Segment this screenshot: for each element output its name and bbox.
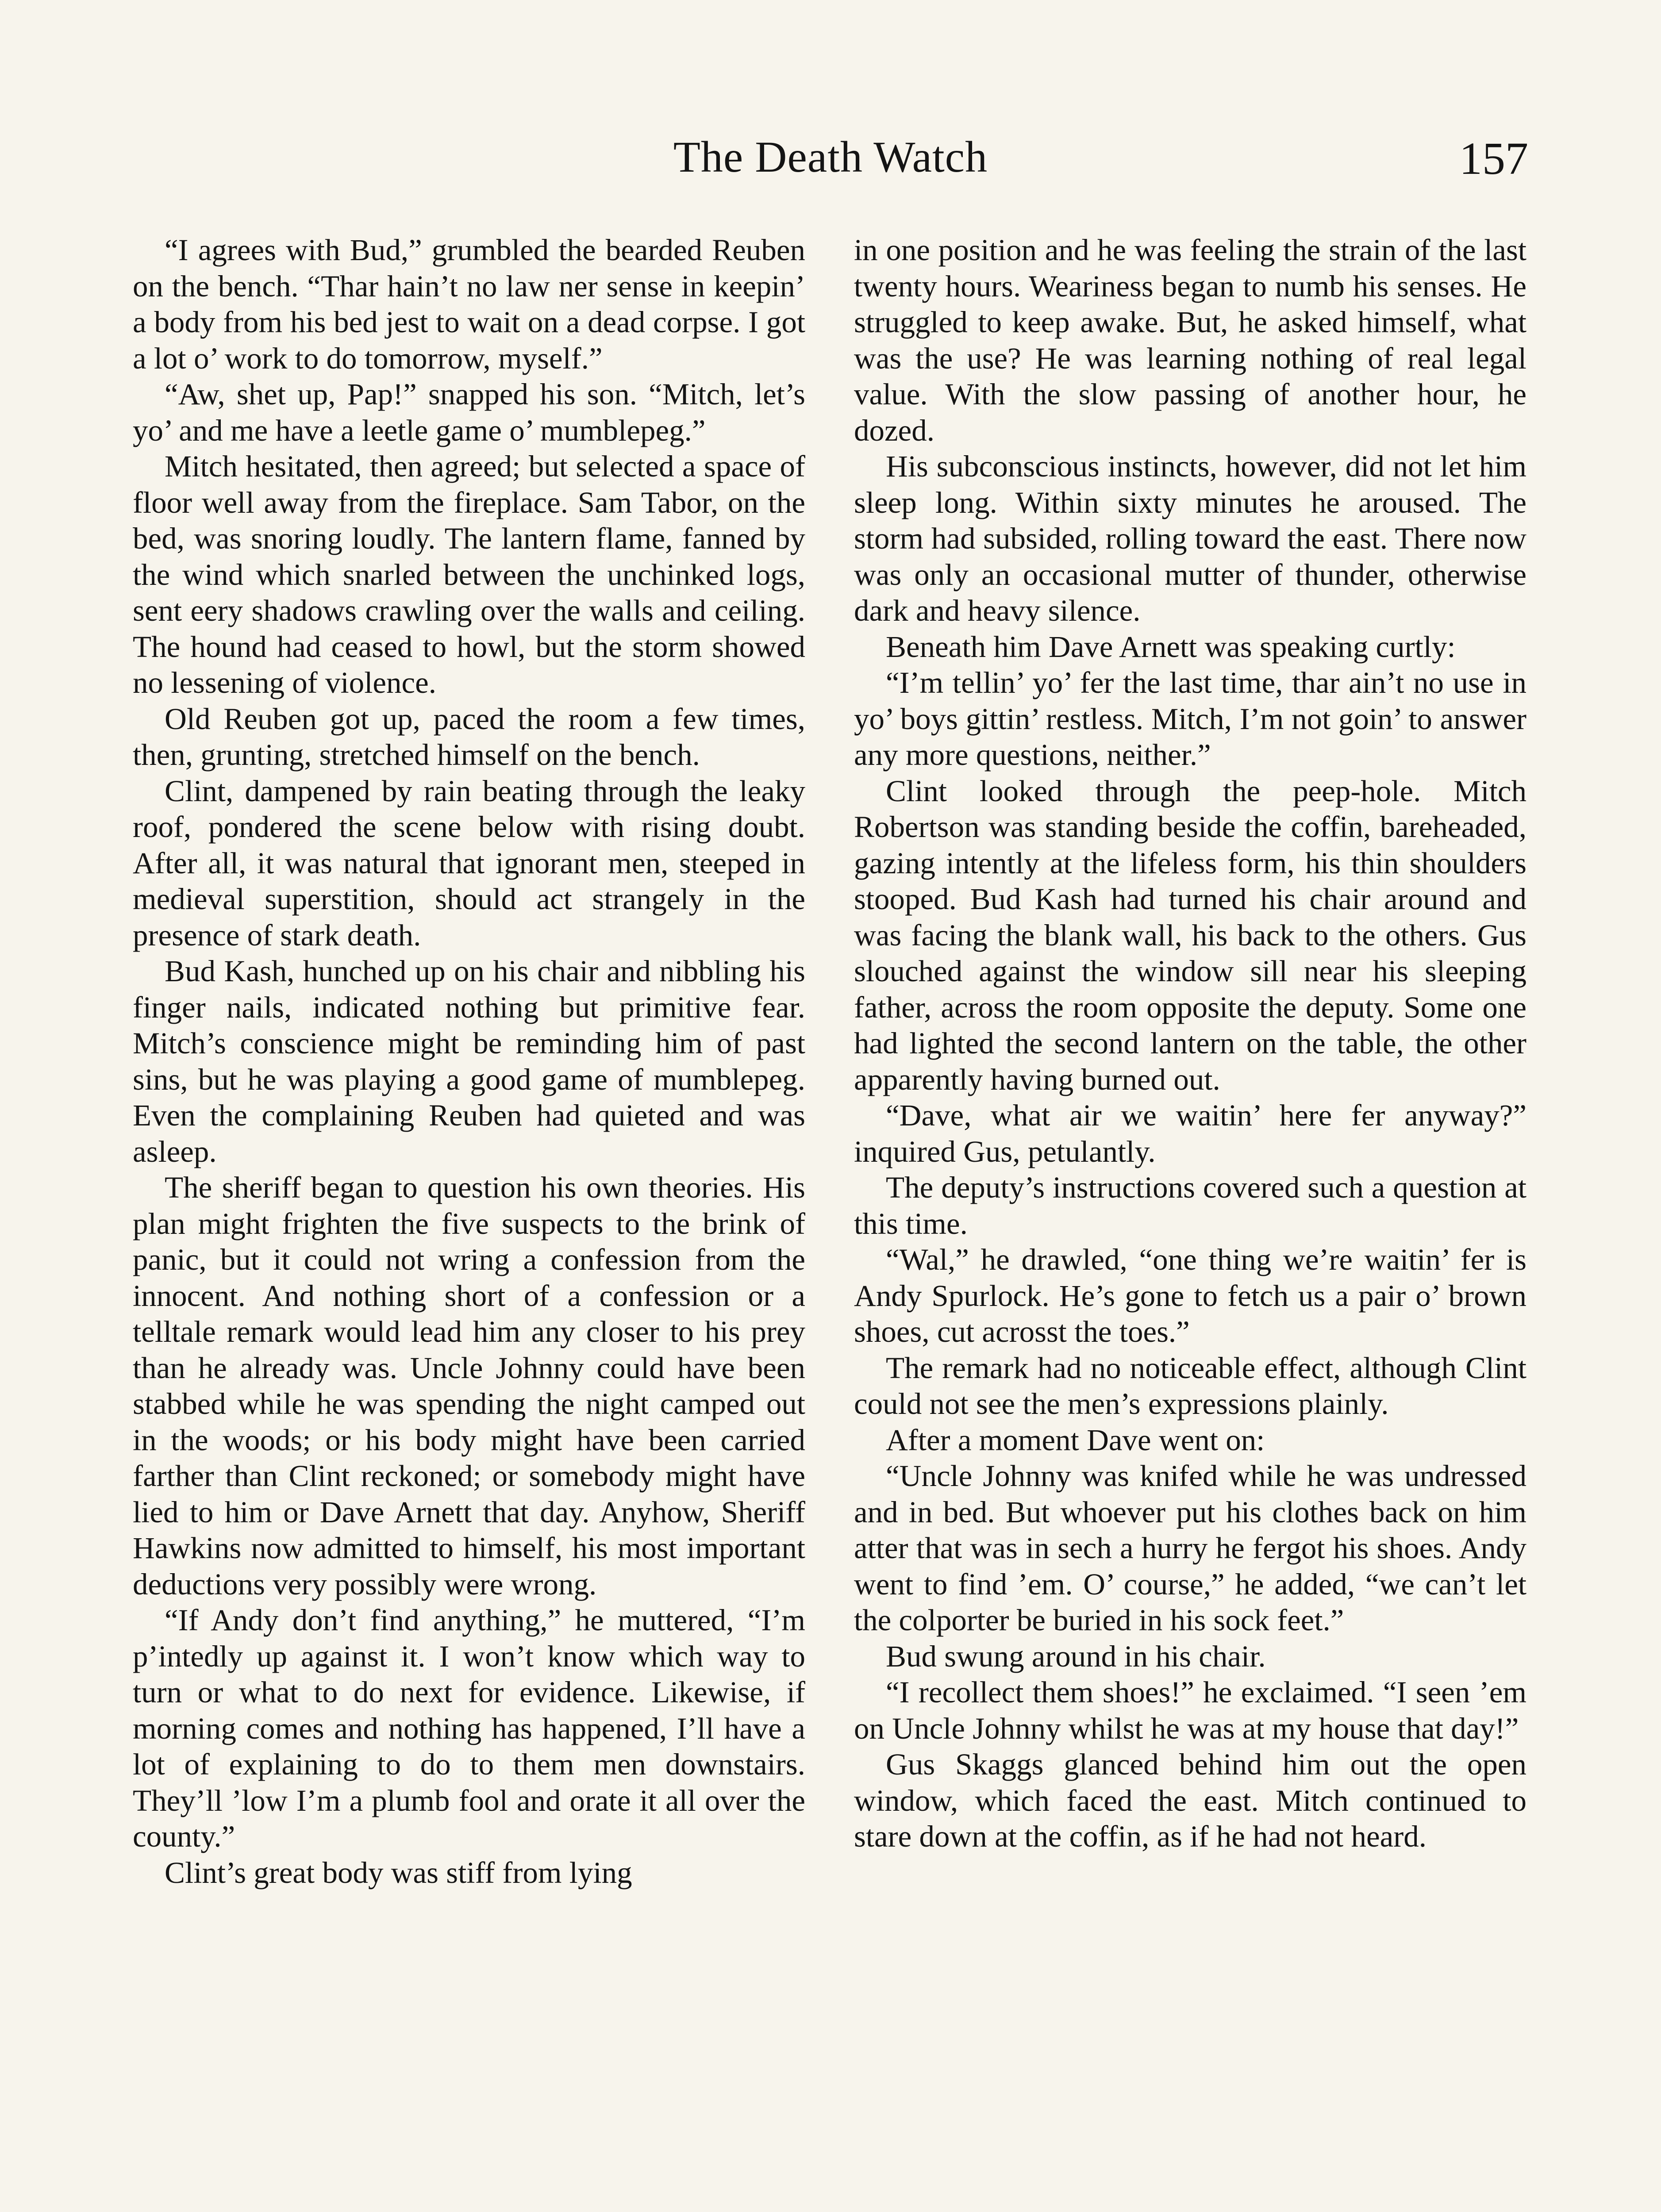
paragraph: Old Reuben got up, paced the room a few times, then, grunting, stretched himself on the bench.	[133, 702, 805, 772]
paragraph: “Dave, what air we waitin’ here fer anyway?” inquired Gus, petulantly.	[854, 1098, 1526, 1168]
left-column	[133, 232, 805, 1891]
paragraph: “Aw, shet up, Pap!” snapped his son. “Mitch, let’s yo’ and me have a leetle game o’ mumblepeg.”	[133, 377, 805, 447]
paragraph: After a moment Dave went on:	[886, 1423, 1265, 1457]
paragraph: “I agrees with Bud,” grumbled the bearded Reuben on the bench. “Thar hain’t no law ner sense in keepin’ a body from his bed jest to wait on a dead corpse. I got a lot o’ work to do tomorrow, myself.”	[133, 233, 805, 375]
paragraph: Clint’s great body was stiff from lying	[165, 1855, 632, 1889]
paragraph: Gus Skaggs glanced behind him out the open window, which faced the east. Mitch continued to stare down at the coffin, as if he had not heard.	[854, 1747, 1526, 1853]
paragraph: Clint, dampened by rain beating through the leaky roof, pondered the scene below with rising doubt. After all, it was natural that ignorant men, steeped in medieval superstition, should act strangely in the presence of stark death.	[133, 774, 805, 952]
paragraph-continuation: in one position and he was feeling the strain of the last twenty hours. Weariness began to numb his senses. He struggled to keep awake. But, he asked himself, what was the use? He was learning nothing of real legal value. With the slow passing of another hour, he dozed.	[854, 233, 1526, 447]
paragraph: “I’m tellin’ yo’ fer the last time, thar ain’t no use in yo’ boys gittin’ restless. Mitch, I’m not goin’ to answer any more questions, neither.”	[854, 666, 1526, 772]
paragraph: Mitch hesitated, then agreed; but selected a space of floor well away from the fireplace. Sam Tabor, on the bed, was snoring loudly. The lantern flame, fanned by the wind which snarled between the unchinked logs, sent eery shadows crawling over the walls and ceiling. The hound had ceased to howl, but the storm showed no lessening of violence.	[133, 449, 805, 699]
paragraph: “Uncle Johnny was knifed while he was undressed and in bed. But whoever put his clothes back on him atter that was in sech a hurry he fergot his shoes. Andy went to find ’em. O’ course,” he added, “we can’t let the colporter be buried in his sock feet.”	[854, 1459, 1526, 1637]
paragraph: Bud swung around in his chair.	[886, 1639, 1266, 1673]
paragraph: “If Andy don’t find anything,” he muttered, “I’m p’intedly up against it. I won’t know which way to turn or what to do next for evidence. Likewise, if morning comes and nothing has happened, I’ll have a lot of explaining to do to them men downstairs. They’ll ’low I’m a plumb fool and orate it all over the county.”	[133, 1603, 805, 1853]
paragraph: Bud Kash, hunched up on his chair and nibbling his finger nails, indicated nothing but primitive fear. Mitch’s conscience might be reminding him of past sins, but he was playing a good game of mumblepeg. Even the complaining Reuben had quieted and was asleep.	[133, 954, 805, 1168]
paragraph: His subconscious instincts, however, did not let him sleep long. Within sixty minutes he aroused. The storm had subsided, rolling toward the east. There now was only an occasional mutter of thunder, otherwise dark and heavy silence.	[854, 449, 1526, 627]
paragraph: Clint looked through the peep-hole. Mitch Robertson was standing beside the coffin, bareheaded, gazing intently at the lifeless form, his thin shoulders stooped. Bud Kash had turned his chair around and was facing the blank wall, his back to the others. Gus slouched against the window sill near his sleeping father, across the room opposite the deputy. Some one had lighted the second lantern on the table, the other apparently having burned out.	[854, 774, 1526, 1096]
paragraph: The deputy’s instructions covered such a question at this time.	[854, 1171, 1526, 1240]
paragraph: “I recollect them shoes!” he exclaimed. “I seen ’em on Uncle Johnny whilst he was at my house that day!”	[854, 1675, 1526, 1745]
paragraph: The sheriff began to question his own theories. His plan might frighten the five suspects to the brink of panic, but it could not wring a confession from the innocent. And nothing short of a confession or a telltale remark would lead him any closer to his prey than he already was. Uncle Johnny could have been stabbed while he was spending the night camped out in the woods; or his body might have been carried farther than Clint reckoned; or somebody might have lied to him or Dave Arnett that day. Anyhow, Sheriff Hawkins now admitted to himself, his most important deductions very possibly were wrong.	[133, 1171, 805, 1601]
paragraph: The remark had no noticeable effect, although Clint could not see the men’s expressions plainly.	[854, 1351, 1526, 1421]
paragraph: “Wal,” he drawled, “one thing we’re waitin’ fer is Andy Spurlock. He’s gone to fetch us a pair o’ brown shoes, cut acrosst the toes.”	[854, 1243, 1526, 1348]
paragraph: Beneath him Dave Arnett was speaking curtly:	[886, 630, 1456, 664]
right-column	[854, 232, 1526, 1855]
running-title: The Death Watch	[673, 132, 988, 181]
page-number: 157	[1459, 133, 1528, 184]
